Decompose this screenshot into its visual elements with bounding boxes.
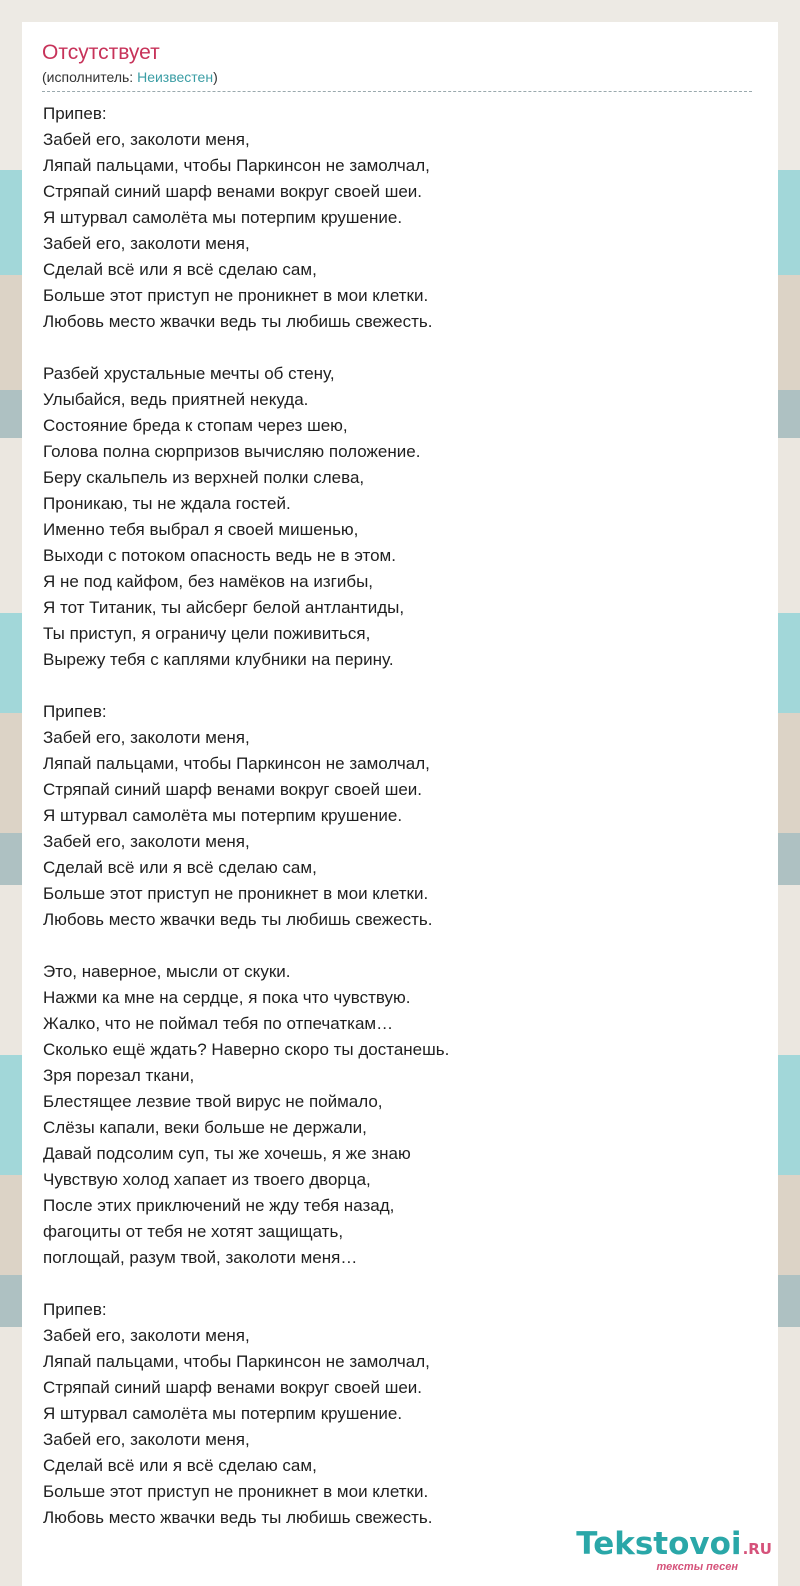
lyric-line: Беру скальпель из верхней полки слева, [43,468,365,487]
lyric-line: Сделай всё или я всё сделаю сам, [43,1456,317,1475]
lyric-line: Вырежу тебя с каплями клубники на перину. [43,650,394,669]
lyric-line: Любовь место жвачки ведь ты любишь свежесть. [43,910,433,929]
lyric-line: Любовь место жвачки ведь ты любишь свежесть. [43,312,433,331]
lyric-line: Проникаю, ты не ждала гостей. [43,494,291,513]
lyric-line: Сделай всё или я всё сделаю сам, [43,858,317,877]
lyric-line: Больше этот приступ не проникнет в мои клетки. [43,1482,429,1501]
lyric-line: Выходи с потоком опасность ведь не в этом. [43,546,396,565]
lyric-line: Я не под кайфом, без намёков на изгибы, [43,572,374,591]
lyric-line: Давай подсолим суп, ты же хочешь, я же знаю [43,1144,411,1163]
lyric-line: Сделай всё или я всё сделаю сам, [43,260,317,279]
lyric-line: Ты приступ, я ограничу цели поживиться, [43,624,371,643]
lyric-line: фагоциты от тебя не хотят защищать, [43,1222,344,1241]
verse-block [43,361,763,673]
lyric-line: Разбей хрустальные мечты об стену, [43,364,335,383]
artist-suffix: ) [213,69,218,85]
lyric-line: Я штурвал самолёта мы потерпим крушение. [43,806,403,825]
lyric-line: поглощай, разум твой, заколоти меня… [43,1248,358,1267]
lyric-line: Стряпай синий шарф венами вокруг своей шеи. [43,182,423,201]
lyric-line: Забей его, заколоти меня, [43,1326,250,1345]
lyric-line: Чувствую холод хапает из твоего дворца, [43,1170,371,1189]
stanza-gap [43,335,763,361]
lyric-line: Блестящее лезвие твой вирус не поймало, [43,1092,383,1111]
song-header [42,40,752,87]
lyric-line: Состояние бреда к стопам через шею, [43,416,348,435]
lyric-line: Забей его, заколоти меня, [43,234,250,253]
logo-tld: .RU [742,1540,772,1558]
verse-block [43,959,763,1271]
lyric-line: Это, наверное, мысли от скуки. [43,962,291,981]
lyrics-panel [22,22,778,1586]
artist-prefix: (исполнитель: [42,69,138,85]
lyric-line: Припев: [43,1300,107,1319]
lyric-line: Любовь место жвачки ведь ты любишь свежесть. [43,1508,433,1527]
lyric-line: После этих приключений не жду тебя назад, [43,1196,395,1215]
lyric-line: Забей его, заколоти меня, [43,728,250,747]
lyric-line: Я тот Титаник, ты айсберг белой антлантиды, [43,598,405,617]
lyric-line: Ляпай пальцами, чтобы Паркинсон не замолчал, [43,1352,430,1371]
song-title: Отсутствует [42,41,160,64]
lyric-line: Нажми ка мне на сердце, я пока что чувствую. [43,988,411,1007]
lyric-line: Голова полна сюрпризов вычисляю положение. [43,442,421,461]
stanza-gap [43,1271,763,1297]
lyrics-body [43,101,763,1531]
logo-tagline: тексты песен [656,1561,738,1573]
lyric-line: Ляпай пальцами, чтобы Паркинсон не замолчал, [43,754,430,773]
lyric-line: Улыбайся, ведь приятней некуда. [43,390,309,409]
lyric-line: Сколько ещё ждать? Наверно скоро ты достанешь. [43,1040,450,1059]
logo-name: Tekstovoi [576,1526,742,1562]
lyric-line: Зря порезал ткани, [43,1066,195,1085]
chorus-block [43,699,763,933]
artist-link[interactable]: Неизвестен [137,69,214,85]
lyric-line: Забей его, заколоти меня, [43,1430,250,1449]
lyric-line: Стряпай синий шарф венами вокруг своей шеи. [43,780,423,799]
artist-line [42,68,752,87]
lyric-line: Ляпай пальцами, чтобы Паркинсон не замолчал, [43,156,430,175]
lyric-line: Припев: [43,702,107,721]
lyric-line: Я штурвал самолёта мы потерпим крушение. [43,208,403,227]
lyric-line: Именно тебя выбрал я своей мишенью, [43,520,359,539]
lyric-line: Забей его, заколоти меня, [43,832,250,851]
chorus-block [43,1297,763,1531]
lyric-line: Слёзы капали, веки больше не держали, [43,1118,367,1137]
stanza-gap [43,673,763,699]
lyric-line: Больше этот приступ не проникнет в мои клетки. [43,286,429,305]
lyric-line: Жалко, что не поймал тебя по отпечаткам… [43,1014,394,1033]
lyric-line: Забей его, заколоти меня, [43,130,250,149]
lyric-line: Припев: [43,104,107,123]
logo-wordmark [576,1528,772,1565]
lyric-line: Я штурвал самолёта мы потерпим крушение. [43,1404,403,1423]
header-divider [42,91,752,92]
chorus-block [43,101,763,335]
stanza-gap [43,933,763,959]
lyric-line: Стряпай синий шарф венами вокруг своей шеи. [43,1378,423,1397]
lyric-line: Больше этот приступ не проникнет в мои клетки. [43,884,429,903]
site-logo[interactable] [576,1528,772,1574]
